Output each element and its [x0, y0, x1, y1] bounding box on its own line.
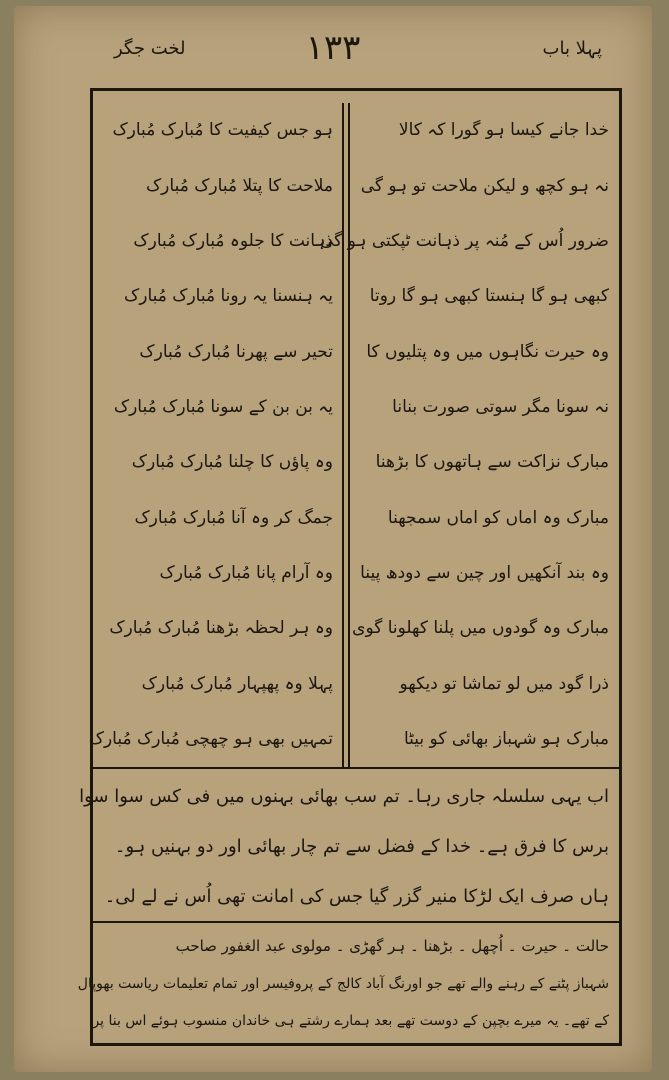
- content-frame: [77, 88, 622, 1046]
- verse-line: یہ ہنسنا یہ رونا مُبارک مُبارک: [124, 286, 333, 307]
- verse-line: ضرور اُس کے مُنہ پر ذہانت ٹپکتی ہو گی: [320, 231, 609, 252]
- verse-line: مبارک وہ اماں کو اماں سمجھنا: [387, 507, 609, 528]
- verse-line: مبارک ہو شہباز بھائی کو بیٹا: [403, 729, 609, 750]
- prose-line: ہاں صرف ایک لڑکا منیر گزر گیا جس کی امانت تھی اُس نے لے لی۔: [104, 885, 609, 907]
- verse-line: وہ آرام پانا مُبارک مُبارک: [159, 563, 333, 584]
- verse-line: کبھی ہو گا ہنستا کبھی ہو گا روتا: [369, 286, 609, 307]
- page-number: ۱۳۳: [305, 28, 361, 68]
- verse-line: تحیر سے پھرنا مُبارک مُبارک: [139, 341, 333, 362]
- prose-line: اب یہی سلسلہ جاری رہا۔ تم سب بھائی بہنوں میں فی کس سوا سوا: [79, 785, 609, 807]
- prose-line: برس کا فرق ہے۔ خدا کے فضل سے تم چار بھائی اور دو بہنیں ہو۔: [114, 835, 609, 857]
- page-header: [14, 28, 652, 78]
- verse-line: ذہانت کا جلوہ مُبارک مُبارک: [133, 231, 333, 252]
- verse-line: یہ بن بن کے سونا مُبارک مُبارک: [113, 397, 333, 418]
- book-page: [14, 6, 652, 1072]
- verse-line: جمگ کر وہ آنا مُبارک مُبارک: [134, 507, 333, 528]
- poem-left-column: [88, 103, 337, 767]
- poem-right-column: [320, 103, 613, 767]
- verse-line: وہ حیرت نگاہوں میں وہ پتلیوں کا: [366, 341, 609, 362]
- footnote-line: شہباز پٹنے کے رہنے والے تھے جو اورنگ آباد کالج کے پروفیسر اور تمام تعلیمات ریاست بھوپال: [77, 975, 609, 992]
- verse-line: تمہیں بھی ہو چھچی مُبارک مُبارک: [88, 729, 333, 750]
- book-title: لخت جگر: [114, 38, 186, 59]
- verse-line: وہ پاؤں کا چلنا مُبارک مُبارک: [131, 452, 333, 473]
- footnotes-section: [77, 927, 619, 1039]
- verse-line: وہ ہر لحظہ بڑھنا مُبارک مُبارک: [109, 618, 333, 639]
- prose-section: [79, 771, 619, 923]
- verse-line: خدا جانے کیسا ہو گورا کہ کالا: [398, 120, 609, 141]
- column-divider: [342, 103, 344, 767]
- verse-line: پہلا وہ پھپہار مُبارک مُبارک: [141, 673, 333, 694]
- verse-line: ذرا گود میں لو تماشا تو دیکھو: [399, 673, 609, 694]
- verse-line: ہو جس کیفیت کا مُبارک مُبارک: [112, 120, 333, 141]
- footnote-line: حالت ۔ حیرت ۔ اُچھل ۔ بڑھنا ۔ ہر گھڑی ۔ مولوی عبد الغفور صاحب: [175, 937, 609, 956]
- poem-section: [88, 103, 619, 769]
- column-divider: [348, 103, 350, 767]
- verse-line: نہ ہو کچھ و لیکن ملاحت تو ہو گی: [360, 175, 609, 196]
- verse-line: ملاحت کا پتلا مُبارک مُبارک: [145, 175, 333, 196]
- verse-line: مبارک نزاکت سے ہاتھوں کا بڑھنا: [375, 452, 609, 473]
- chapter-heading: پہلا باب: [542, 38, 602, 59]
- verse-line: مبارک وہ گودوں میں پلنا کھلونا گوی: [352, 618, 609, 639]
- verse-line: نہ سونا مگر سوتی صورت بنانا: [392, 397, 609, 418]
- footnote-line: کے تھے۔ یہ میرے بچپن کے دوست تھے بعد ہمارے رشتے ہی خاندان منسوب ہوئے اس بنا پر: [92, 1012, 609, 1029]
- verse-line: وہ بند آنکھیں اور چین سے دودھ پینا: [360, 563, 609, 584]
